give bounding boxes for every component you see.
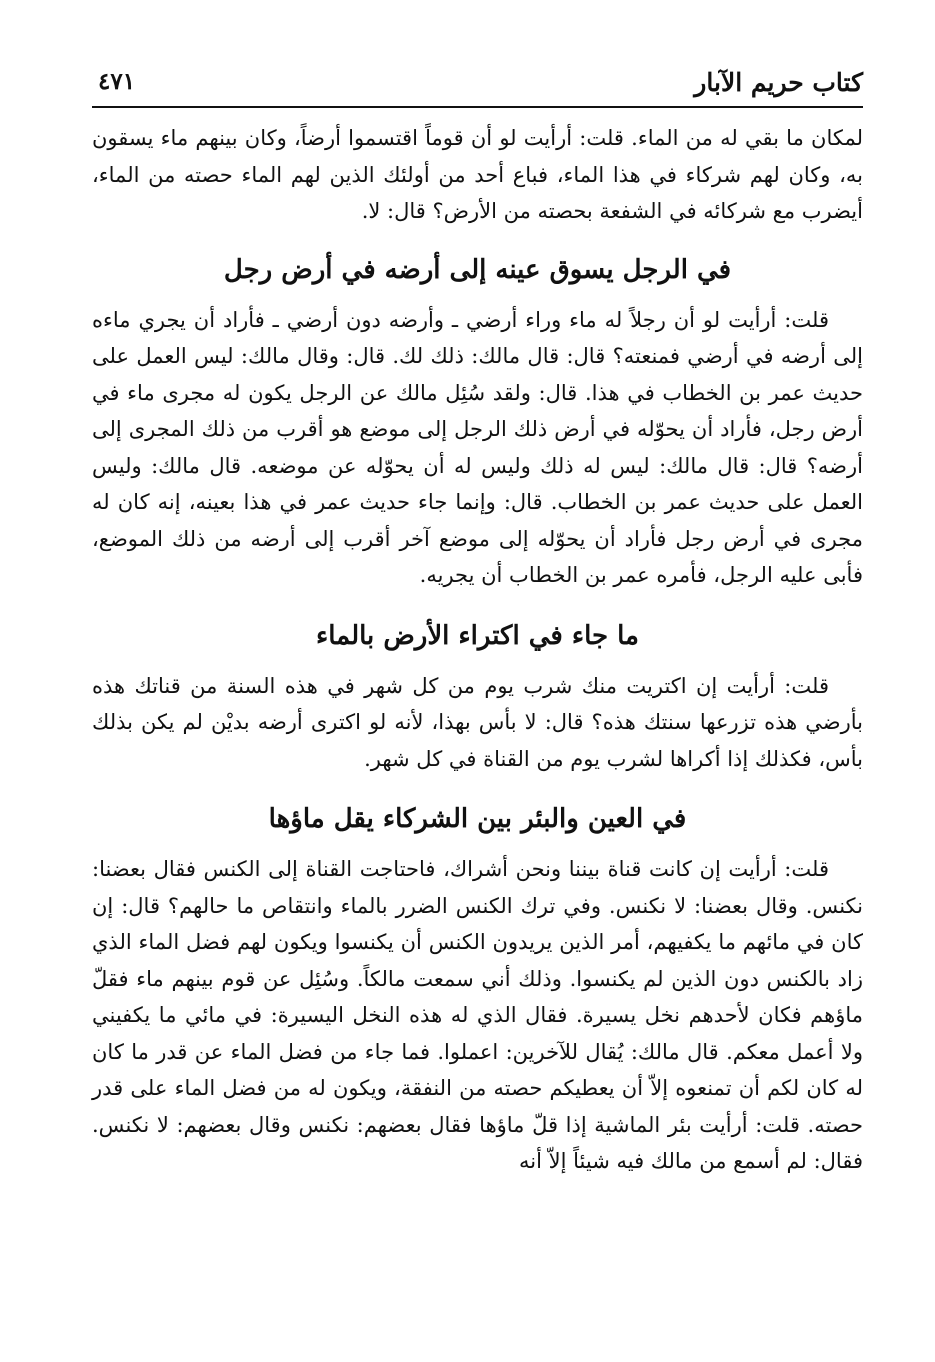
book-title: كتاب حريم الآبار: [694, 68, 863, 97]
paragraph-land-rent: قلت: أرأيت إن اكتريت منك شرب يوم من كل شهر في هذه السنة من قناتك هذه بأرضي هذه تزرعها سنتك هذه؟ قال: لا بأس بهذا، لأنه لو اكترى أرضه بديْن لم يكن بذلك بأس، فكذلك إذا أكراها لشرب يوم من القناة في كل شهر.: [92, 673, 863, 771]
paragraph-water-channel: قلت: أرأيت لو أن رجلاً له ماء وراء أرضي ـ وأرضه دون أرضي ـ فأراد أن يجري ماءه إلى أرضه في أرضي فمنعته؟ قال: قال مالك: ذلك لك. قال: وقال مالك: ليس العمل على حديث عمر بن الخطاب في هذا. قال: ولقد سُئِل مالك عن الرجل يكون له مجرى ماء في أرض رجل، فأراد أن يحوّله في أرض ذلك الرجل إلى موضع هو أقرب من ذلك المجرى إلى أرضه؟ قال: قال مالك: ليس له ذلك وليس له أن يحوّله عن موضعه. قال مالك: وليس العمل على حديث عمر بن الخطاب. قال: وإنما جاء حديث عمر في هذا بعينه، إنه كان له مجرى في أرض رجل فأراد أن يحوّله إلى موضع آخر أقرب إلى أرضه من ذلك الموضع، فأبى عليه الرجل، فأمره عمر بن الخطاب أن يجريه.: [92, 307, 863, 587]
section-heading-water-channel: في الرجل يسوق عينه إلى أرضه في أرض رجل: [223, 254, 732, 285]
paragraph-continuation: لمكان ما بقي له من الماء. قلت: أرأيت لو أن قوماً اقتسموا أرضاً، وكان بينهم ماء يسقون به، وكان لهم شركاء في هذا الماء، فباع أحد من أولئك الذين لهم الماء حصته من الماء، أيضرب مع شركائه في الشفعة بحصته من الأرض؟ قال: لا.: [92, 126, 863, 223]
page-body: [92, 120, 863, 1180]
running-header: [92, 62, 863, 108]
section-heading-well-partners: في العين والبئر بين الشركاء يقل ماؤها: [268, 804, 687, 834]
paragraph-well-partners: قلت: أرأيت إن كانت قناة بيننا ونحن أشراك، فاحتاجت القناة إلى الكنس فقال بعضنا: نكنس. وقال بعضنا: لا نكنس. وفي ترك الكنس الضرر بالماء وانتقاص ما حالهم؟ قال: إن كان في مائهم ما يكفيهم، أمر الذين يريدون الكنس أن يكنسوا ويكون لهم فضل الماء الذي زاد بالكنس دون الذين لم يكنسوا. وذلك أني سمعت مالكاً. وسُئِل عن قوم بينهم ماء فقلّ ماؤهم فكان لأحدهم نخل يسيرة. فقال الذي له هذه النخل اليسيرة: في مائي ما يكفيني ولا أعمل معكم. قال مالك: يُقال للآخرين: اعملوا. فما جاء من فضل الماء عن قدر ما كان له كان لكم أن تمنعوه إلاّ أن يعطيكم حصته من النفقة، ويكون له من فضل الماء على قدر حصته. قلت: أرأيت بئر الماشية إذا قلّ ماؤها فقال بعضهم: نكنس وقال بعضهم: لا نكنس. فقال: لم أسمع من مالك فيه شيئاً إلاّ أنه: [92, 857, 863, 1173]
page-number: ٤٧١: [98, 68, 136, 95]
section-heading-land-rent: ما جاء في اكتراء الأرض بالماء: [316, 620, 639, 651]
